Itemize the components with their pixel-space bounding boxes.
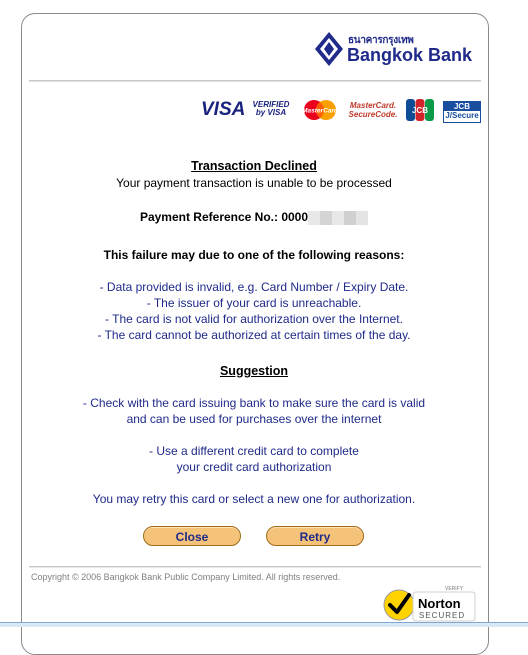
jcb-jsecure-logo	[443, 101, 481, 123]
suggestion-line: and can be used for purchases over the internet	[126, 412, 382, 426]
page-subtitle: Your payment transaction is unable to be processed	[116, 176, 392, 190]
verified-line1: VERIFIED	[252, 100, 290, 109]
header-divider	[29, 80, 481, 82]
reason-item: - The card cannot be authorized at certain times of the day.	[97, 328, 411, 342]
norton-verify-text: VERIFY	[445, 586, 464, 592]
footer-divider	[29, 566, 481, 568]
suggestion-line: - Check with the card issuing bank to make sure the card is valid	[82, 396, 426, 410]
norton-text: Norton	[418, 596, 461, 611]
copyright-text: Copyright © 2006 Bangkok Bank Public Company Limited. All rights reserved.	[31, 572, 341, 582]
jcb-logo-icon	[406, 99, 434, 121]
retry-button[interactable]: Retry	[266, 526, 364, 546]
payment-reference	[21, 209, 487, 225]
mastercard-securecode-logo	[348, 101, 398, 119]
retry-note: You may retry this card or select a new one for authorization.	[92, 492, 416, 506]
reason-item: - Data provided is invalid, e.g. Card Number / Expiry Date.	[99, 280, 409, 294]
mastercard-logo-icon	[299, 99, 341, 121]
visa-logo: VISA	[201, 99, 246, 120]
reason-item: - The issuer of your card is unreachable.	[146, 296, 362, 310]
bank-name: Bangkok Bank	[347, 45, 473, 65]
norton-secured-text: SECURED	[419, 611, 466, 620]
mc-sc-line1: MasterCard.	[349, 101, 397, 110]
payment-reference-label: Payment Reference No.: 0000	[139, 210, 309, 224]
window-bottom-edge	[0, 622, 528, 627]
mc-sc-line2: SecureCode.	[348, 110, 398, 119]
close-button[interactable]: Close	[143, 526, 241, 546]
reasons-heading: This failure may due to one of the following reasons:	[103, 248, 405, 262]
jsecure-line1: JCB	[444, 102, 480, 111]
reason-item: - The card is not valid for authorization over the Internet.	[105, 312, 403, 326]
verified-by-visa-logo	[252, 101, 290, 117]
jsecure-line2: J/Secure	[445, 111, 479, 120]
mastercard-text: MasterCard	[302, 107, 338, 115]
jcb-text: JCB	[411, 106, 429, 115]
redacted-reference	[308, 211, 368, 225]
verified-line2: by VISA	[255, 108, 287, 117]
bank-name-thai: ธนาคารกรุงเทพ	[348, 35, 414, 46]
page-title: Transaction Declined	[191, 159, 317, 173]
suggestion-heading: Suggestion	[219, 364, 289, 378]
suggestion-line: your credit card authorization	[176, 460, 332, 474]
suggestion-line: - Use a different credit card to complete	[149, 444, 359, 458]
